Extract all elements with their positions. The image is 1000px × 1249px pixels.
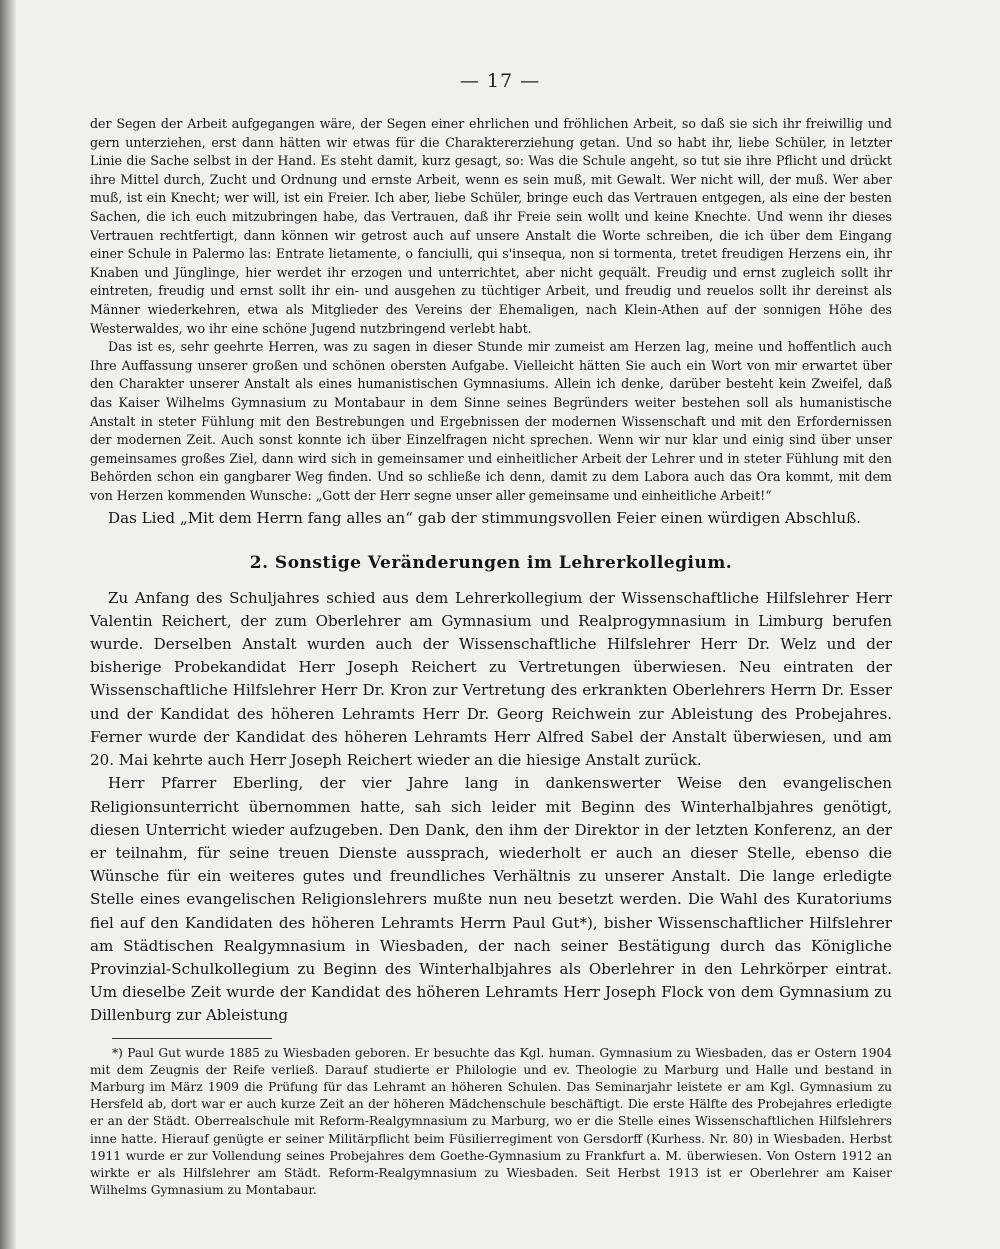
page-number: — 17 — [459, 70, 541, 92]
footnote: *) Paul Gut wurde 1885 zu Wiesbaden geboren. Er besuchte das Kgl. human. Gymnasium zu Wiesbaden, das er Ostern 1904 mit dem Zeugnis der Reife verließ. Darauf studierte er Philologie und ev. Theologie zu Marburg und Halle und bestand in Marburg im März 1909 die Prüfung für das Lehramt an höheren Schulen. Das Seminarjahr leistete er am Kgl. Gymnasium zu Hersfeld ab, dort war er auch kurze Zeit an der höheren Mädchenschule beschäftigt. Die erste Hälfte des Probejahres erledigte er an der Städt. Oberrealschule mit Reform-Realgymnasium zu Marburg, wo er die Stelle eines Wissenschaftlichen Hilfslehrers inne hatte. Hierauf genügte er seiner Militärpflicht beim Füsilierregiment von Gersdorff (Kurhess. Nr. 80) in Wiesbaden. Herbst 1911 wurde er zur Vollendung seines Probejahres dem Goethe-Gymnasium zu Frankfurt a. M. überwiesen. Von Ostern 1912 an wirkte er als Hilfslehrer am Städt. Reform-Realgymnasium zu Wiesbaden. Seit Herbst 1913 ist er Oberlehrer am Kaiser Wilhelms Gymnasium zu Montabaur. [90, 1045, 892, 1198]
binding-shadow [0, 0, 16, 1249]
page-content [90, 115, 892, 1199]
section-paragraph-2: Herr Pfarrer Eberling, der vier Jahre lang in dankenswerter Weise den evangelischen Religionsunterricht übernommen hatte, sah sich leider mit Beginn des Winterhalbjahres genötigt, diesen Unterricht wieder aufzugeben. Den Dank, den ihm der Direktor in der letzten Konferenz, an der er teilnahm, für seine treuen Dienste aussprach, wiederholt er auch an dieser Stelle, ebenso die Wünsche für ein weiteres gutes und freundliches Verhältnis zu unserer Anstalt. Die lange erledigte Stelle eines evangelischen Religionslehrers mußte nun neu besetzt werden. Die Wahl des Kuratoriums fiel auf den Kandidaten des höheren Lehramts Herrn Paul Gut*), bisher Wissenschaftlicher Hilfslehrer am Städtischen Realgymnasium in Wiesbaden, der nach seiner Bestätigung durch das Königliche Provinzial-Schulkollegium zu Beginn des Winterhalbjahres als Oberlehrer in den Lehrkörper eintrat. Um dieselbe Zeit wurde der Kandidat des höheren Lehramts Herr Joseph Flock von dem Gymnasium zu Dillenburg zur Ableistung [90, 774, 892, 1025]
closing-paragraph: Das ist es, sehr geehrte Herren, was zu sagen in dieser Stunde mir zumeist am Herzen lag, meine und hoffentlich auch Ihre Auffassung unserer großen und schönen obersten Aufgabe. Vielleicht hätten Sie auch ein Wort von mir erwartet über den Charakter unserer Anstalt als eines humanistischen Gymnasiums. Allein ich denke, darüber besteht kein Zweifel, daß das Kaiser Wilhelms Gymnasium zu Montabaur in dem Sinne seines Begründers weiter bestehen soll als humanistische Anstalt in steter Fühlung mit den Bestrebungen und Ergebnissen der modernen Wissenschaft und mit den Erfordernissen der modernen Zeit. Auch sonst konnte ich über Einzelfragen nicht sprechen. Wenn wir nur klar und einig sind über unser gemeinsames großes Ziel, dann wird sich in gemeinsamer und einheitlicher Arbeit der Lehrer und in steter Fühlung mit den Behörden schon ein gangbarer Weg finden. Und so schließe ich denn, damit zu dem Labora auch das Ora kommt, mit dem von Herzen kommenden Wunsche: „Gott der Herr segne unser aller gemeinsame und einheitliche Arbeit!“ [90, 339, 892, 503]
footnote-divider [112, 1038, 272, 1039]
section-paragraph-1: Zu Anfang des Schuljahres schied aus dem Lehrerkollegium der Wissenschaftliche Hilfslehrer Herr Valentin Reichert, der zum Oberlehrer am Gymnasium und Realprogymnasium in Limburg berufen wurde. Derselben Anstalt wurden auch der Wissenschaftliche Hilfslehrer Herr Dr. Welz und der bisherige Probekandidat Herr Joseph Reichert zu Vertretungen überwiesen. Neu eintraten der Wissenschaftliche Hilfslehrer Herr Dr. Kron zur Vertretung des erkrankten Oberlehrers Herrn Dr. Esser und der Kandidat des höheren Lehramts Herr Dr. Georg Reichwein zur Ableistung des Probejahres. Ferner wurde der Kandidat des höheren Lehramts Herr Alfred Sabel der Anstalt überwiesen, und am 20. Mai kehrte auch Herr Joseph Reichert wieder an die hiesige Anstalt zurück. [90, 588, 892, 770]
intro-paragraph: der Segen der Arbeit aufgegangen wäre, der Segen einer ehrlichen und fröhlichen Arbeit, so daß sie sich ihr freiwillig und gern unterziehen, erst dann hätten wir etwas für die Charaktererziehung getan. Und so habt ihr, liebe Schüler, in letzter Linie die Sache selbst in der Hand. Es steht damit, kurz gesagt, so: Was die Schule angeht, so tut sie ihre Pflicht und drückt ihre Mittel durch, Zucht und Ordnung und ernste Arbeit, wenn es sein muß, mit Gewalt. Wer nicht will, der muß. Wer aber muß, ist ein Knecht; wer will, ist ein Freier. Ich aber, liebe Schüler, bringe euch das Vertrauen entgegen, als eine der besten Sachen, die ich euch mitzubringen habe, das Vertrauen, daß ihr Freie sein wollt und keine Knechte. Und wenn ihr dieses Vertrauen rechtfertigt, dann können wir getrost auch auf unsere Anstalt die Worte schreiben, die ich über dem Eingang einer Schule in Palermo las: Entrate lietamente, o fanciulli, qui s'insequa, non si tormenta, tretet freudigen Herzens ein, ihr Knaben und Jünglinge, hier werdet ihr erzogen und unterrichtet, aber nicht gequält. Freudig und ernst zugleich sollt ihr eintreten, freudig und ernst sollt ihr ein- und ausgehen zu tüchtiger Arbeit, und freudig und reuelos sollt ihr dereinst als Männer wiederkehren, etwa als Mitglieder des Vereins der Ehemaligen, nach Klein-Athen auf der sonnigen Höhe des Westerwaldes, wo ihr eine schöne Jugend nutzbringend verlebt habt. [90, 116, 892, 336]
section-heading: 2. Sonstige Veränderungen im Lehrerkollegium. [249, 552, 733, 573]
lied-paragraph: Das Lied „Mit dem Herrn fang alles an“ gab der stimmungsvollen Feier einen würdigen Abschluß. [108, 509, 861, 528]
